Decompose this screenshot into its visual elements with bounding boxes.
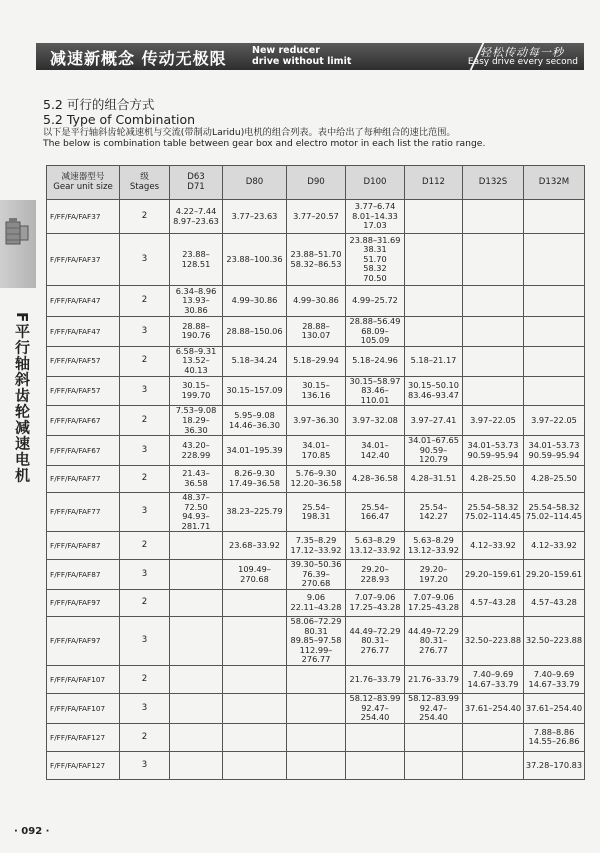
ratio-cell: 7.07–9.06 17.25–43.28 [405,590,463,617]
ratio-cell: 25.54–142.27 [405,492,463,531]
ratio-cell: 5.76–9.30 12.20–36.58 [287,465,346,492]
ratio-cell [405,286,463,317]
ratio-cell [524,234,585,286]
gear-unit-cell: F/FF/FA/FAF57 [47,376,120,406]
stage-cell: 2 [120,465,170,492]
ratio-cell: 4.28–25.50 [524,465,585,492]
ratio-cell [223,590,287,617]
header-title-cn: 减速新概念 传动无极限 [50,49,227,68]
ratio-cell: 5.18–29.94 [287,346,346,376]
ratio-cell: 4.99–25.72 [346,286,405,317]
ratio-cell: 39.30–50.36 76.39–270.68 [287,560,346,590]
ratio-cell: 29.20–228.93 [346,560,405,590]
ratio-cell: 4.12–33.92 [524,532,585,560]
page-number: · 092 · [14,826,50,837]
ratio-cell: 32.50–223.88 [524,617,585,666]
header-d100: D100 [346,166,405,200]
ratio-cell [170,560,223,590]
ratio-cell: 3.97–36.30 [287,406,346,436]
ratio-cell: 4.12–33.92 [463,532,524,560]
ratio-cell [346,723,405,751]
ratio-cell: 8.26–9.30 17.49–36.58 [223,465,287,492]
ratio-cell: 7.88–8.86 14.55–26.86 [524,723,585,751]
ratio-cell [170,723,223,751]
table-row [47,492,585,531]
gear-unit-cell: F/FF/FA/FAF97 [47,590,120,617]
stage-cell: 2 [120,723,170,751]
ratio-cell: 21.76–33.79 [346,666,405,694]
stage-cell: 3 [120,560,170,590]
gear-unit-cell: F/FF/FA/FAF97 [47,617,120,666]
ratio-cell: 28.88–130.07 [287,317,346,347]
ratio-cell [170,694,223,724]
ratio-cell: 7.53–9.08 18.29–36.30 [170,406,223,436]
ratio-cell [223,723,287,751]
stage-cell: 3 [120,751,170,779]
section-title-en: 5.2 Type of Combination [43,112,196,127]
ratio-cell: 44.49–72.29 80.31–276.77 [405,617,463,666]
ratio-cell: 6.34–8.96 13.93–30.86 [170,286,223,317]
ratio-cell [524,346,585,376]
table-row [47,376,585,406]
ratio-cell [287,694,346,724]
ratio-cell: 7.40–9.69 14.67–33.79 [463,666,524,694]
ratio-cell: 5.18–24.96 [346,346,405,376]
ratio-cell: 37.61–254.40 [524,694,585,724]
section-heading [43,97,485,149]
ratio-cell: 9.06 22.11–43.28 [287,590,346,617]
ratio-cell: 23.88–128.51 [170,234,223,286]
table-row [47,200,585,234]
table-row [47,617,585,666]
stage-cell: 2 [120,666,170,694]
ratio-cell: 4.22–7.44 8.97–23.63 [170,200,223,234]
ratio-cell: 32.50–223.88 [463,617,524,666]
ratio-cell: 29.20–159.61 [524,560,585,590]
header-d132m: D132M [524,166,585,200]
stage-cell: 2 [120,590,170,617]
ratio-cell [223,751,287,779]
gear-unit-cell: F/FF/FA/FAF127 [47,723,120,751]
stage-cell: 2 [120,346,170,376]
gear-unit-cell: F/FF/FA/FAF37 [47,200,120,234]
ratio-cell: 7.35–8.29 17.12–33.92 [287,532,346,560]
ratio-cell [405,751,463,779]
ratio-cell [170,590,223,617]
ratio-cell: 21.43–36.58 [170,465,223,492]
ratio-cell [405,723,463,751]
ratio-cell: 34.01–142.40 [346,436,405,466]
ratio-cell [223,694,287,724]
ratio-cell: 3.77–20.57 [287,200,346,234]
ratio-cell [170,617,223,666]
ratio-cell [287,666,346,694]
ratio-cell: 25.54–198.31 [287,492,346,531]
ratio-cell: 23.88–100.36 [223,234,287,286]
gear-unit-cell: F/FF/FA/FAF127 [47,751,120,779]
ratio-cell: 23.88–51.70 58.32–86.53 [287,234,346,286]
stage-cell: 2 [120,286,170,317]
ratio-cell: 3.77–6.74 8.01–14.33 17.03 [346,200,405,234]
table-header-row [47,166,585,200]
stage-cell: 2 [120,200,170,234]
ratio-cell: 3.97–22.05 [524,406,585,436]
ratio-cell: 3.97–32.08 [346,406,405,436]
ratio-cell [223,666,287,694]
header-stages: 级 Stages [120,166,170,200]
header-slogan-en: Easy drive every second [467,57,578,67]
stage-cell: 3 [120,317,170,347]
ratio-cell: 21.76–33.79 [405,666,463,694]
ratio-cell [170,666,223,694]
ratio-cell [346,751,405,779]
table-row [47,590,585,617]
ratio-cell: 3.97–27.41 [405,406,463,436]
stage-cell: 3 [120,234,170,286]
ratio-cell [287,751,346,779]
stage-cell: 3 [120,436,170,466]
ratio-cell: 58.06–72.29 80.31 89.85–97.58 112.99–276.77 [287,617,346,666]
ratio-cell: 7.07–9.06 17.25–43.28 [346,590,405,617]
ratio-cell: 23.88–31.69 38.31 51.70 58.32 70.50 [346,234,405,286]
ratio-cell: 6.58–9.31 13.52–40.13 [170,346,223,376]
ratio-cell: 5.18–21.17 [405,346,463,376]
ratio-cell: 58.12–83.99 92.47–254.40 [346,694,405,724]
ratio-cell: 58.12–83.99 92.47–254.40 [405,694,463,724]
ratio-cell: 25.54–58.32 75.02–114.45 [463,492,524,531]
table-row [47,317,585,347]
ratio-cell [405,234,463,286]
header-d112: D112 [405,166,463,200]
table-row [47,234,585,286]
ratio-cell: 30.15–50.10 83.46–93.47 [405,376,463,406]
ratio-cell: 4.28–36.58 [346,465,405,492]
ratio-cell [524,376,585,406]
section-desc-cn: 以下是平行轴斜齿轮减速机与交流(带制动Laridu)电机的组合列表。表中给出了每种组合的速比范围。 [43,127,456,138]
ratio-cell: 44.49–72.29 80.31–276.77 [346,617,405,666]
ratio-cell [170,751,223,779]
ratio-cell: 23.68–33.92 [223,532,287,560]
header-d80: D80 [223,166,287,200]
ratio-cell: 34.01–53.73 90.59–95.94 [524,436,585,466]
ratio-cell [463,751,524,779]
ratio-cell: 30.15–58.97 83.46–110.01 [346,376,405,406]
ratio-cell: 3.97–22.05 [463,406,524,436]
stage-cell: 3 [120,694,170,724]
gear-unit-cell: F/FF/FA/FAF47 [47,317,120,347]
gear-unit-cell: F/FF/FA/FAF67 [47,436,120,466]
ratio-cell [463,234,524,286]
ratio-cell: 28.88–150.06 [223,317,287,347]
gear-unit-cell: F/FF/FA/FAF77 [47,492,120,531]
header-title-en: New reducer drive without limit [252,45,352,67]
ratio-cell [405,317,463,347]
ratio-cell [463,346,524,376]
section-desc-en: The below is combination table between gear box and electro motor in each list the ratio range. [43,138,486,149]
ratio-cell: 30.15–157.09 [223,376,287,406]
table-row [47,694,585,724]
ratio-cell [524,317,585,347]
gear-unit-cell: F/FF/FA/FAF57 [47,346,120,376]
gear-unit-cell: F/FF/FA/FAF67 [47,406,120,436]
stage-cell: 3 [120,492,170,531]
ratio-cell [524,200,585,234]
ratio-cell [405,200,463,234]
header-gear-unit: 减速器型号 Gear unit size [47,166,120,200]
ratio-cell [463,286,524,317]
ratio-cell: 30.15–136.16 [287,376,346,406]
gear-unit-cell: F/FF/FA/FAF37 [47,234,120,286]
ratio-cell [287,723,346,751]
ratio-cell: 48.37–72.50 94.93–281.71 [170,492,223,531]
ratio-cell: 38.23–225.79 [223,492,287,531]
ratio-cell: 25.54–58.32 75.02–114.45 [524,492,585,531]
header-d63-d71: D63 D71 [170,166,223,200]
ratio-cell: 4.99–30.86 [287,286,346,317]
table-row [47,560,585,590]
ratio-cell: 4.99–30.86 [223,286,287,317]
header-slogan-cn: 轻松传动每一秒 [480,46,564,59]
gear-unit-cell: F/FF/FA/FAF77 [47,465,120,492]
table-row [47,666,585,694]
ratio-cell: 34.01–67.65 90.59–120.79 [405,436,463,466]
ratio-cell: 5.63–8.29 13.12–33.92 [405,532,463,560]
ratio-cell: 34.01–195.39 [223,436,287,466]
gear-unit-cell: F/FF/FA/FAF87 [47,560,120,590]
header-d132s: D132S [463,166,524,200]
table-row [47,723,585,751]
ratio-cell: 4.57–43.28 [524,590,585,617]
ratio-cell: 7.40–9.69 14.67–33.79 [524,666,585,694]
ratio-cell: 4.28–31.51 [405,465,463,492]
ratio-cell: 29.20–197.20 [405,560,463,590]
ratio-cell: 29.20–159.61 [463,560,524,590]
stage-cell: 3 [120,376,170,406]
ratio-cell: 5.95–9.08 14.46–36.30 [223,406,287,436]
gear-unit-cell: F/FF/FA/FAF107 [47,694,120,724]
header-d90: D90 [287,166,346,200]
stage-cell: 2 [120,406,170,436]
side-tab [0,200,36,288]
ratio-cell [463,376,524,406]
ratio-cell: 5.63–8.29 13.12–33.92 [346,532,405,560]
ratio-cell: 37.28–170.83 [524,751,585,779]
stage-cell: 2 [120,532,170,560]
ratio-cell: 4.57–43.28 [463,590,524,617]
table-row [47,751,585,779]
ratio-cell: 109.49–270.68 [223,560,287,590]
gear-unit-cell: F/FF/FA/FAF47 [47,286,120,317]
table-row [47,346,585,376]
table-row [47,286,585,317]
ratio-cell: 30.15–199.70 [170,376,223,406]
stage-cell: 3 [120,617,170,666]
side-label: F平行轴斜齿轮减速电机 [13,312,31,484]
ratio-cell [463,200,524,234]
ratio-cell: 5.18–34.24 [223,346,287,376]
table-row [47,406,585,436]
section-title-cn: 5.2 可行的组合方式 [43,97,155,112]
ratio-cell: 37.61–254.40 [463,694,524,724]
table-row [47,532,585,560]
table-row [47,436,585,466]
ratio-cell: 25.54–166.47 [346,492,405,531]
gear-motor-icon [4,218,30,248]
ratio-cell: 4.28–25.50 [463,465,524,492]
ratio-cell: 34.01–170.85 [287,436,346,466]
gear-unit-cell: F/FF/FA/FAF107 [47,666,120,694]
combination-table [46,165,585,780]
ratio-cell [223,617,287,666]
ratio-cell [524,286,585,317]
ratio-cell: 43.20–228.99 [170,436,223,466]
ratio-cell: 3.77–23.63 [223,200,287,234]
ratio-cell: 34.01–53.73 90.59–95.94 [463,436,524,466]
ratio-cell: 28.88–56.49 68.09–105.09 [346,317,405,347]
ratio-cell: 28.88–190.76 [170,317,223,347]
ratio-cell [463,723,524,751]
table-row [47,465,585,492]
ratio-cell [463,317,524,347]
page-header-banner [36,43,584,70]
ratio-cell [170,532,223,560]
gear-unit-cell: F/FF/FA/FAF87 [47,532,120,560]
